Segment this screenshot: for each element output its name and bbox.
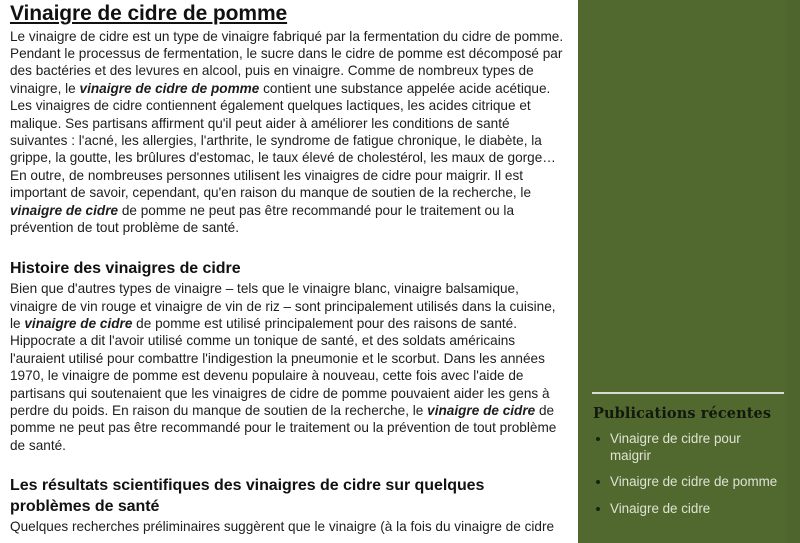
page-title: Vinaigre de cidre de pomme: [10, 2, 288, 25]
widget-recent-posts: [578, 392, 793, 517]
emphasis-term: vinaigre de cidre: [24, 316, 133, 331]
list-item[interactable]: [593, 474, 785, 491]
recent-post-link[interactable]: Vinaigre de cidre: [610, 500, 711, 516]
emphasis-term: vinaigre de cidre: [427, 403, 536, 419]
sidebar: [578, 0, 800, 543]
paragraph-histoire: Bien que d'autres types de vinaigre – tels que le vinaigre blanc, vinaigre balsamique, vinaigre de vin rouge et vinaigre de vin de riz – sont principalement utilisés dans la cuisine, le vinaigre de cidre de pomme est utilisé principalement pour des raisons de santé. Hippocrate a dit l'avoir utilisé comme un tonique de santé, et des soldats américains l'auraient utilisé pour combattre l'indigestion la pneumonie et le scorbut. Dans les années 1970, le vinaigre de pomme est devenu populaire à nouveau, cette fois avec l'aide de partisans qui soutenaient que les vinaigres de cidre de pomme pouvaient aider les gens à perdre du poids. En raison du manque de soutien de la recherche, le vinaigre de cidre de pomme ne peut pas être recommandé pour le traitement ou la prévention de tout problème de santé.: [10, 281, 557, 453]
widget-divider: [592, 392, 784, 394]
paragraph-intro: Le vinaigre de cidre est un type de vinaigre fabriqué par la fermentation du cidre de pomme. Pendant le processus de fermentation, le sucre dans le cidre de pomme est décomposé par des bactéries et des levures en alcool, puis en vinaigre. Comme de nombreux types de vinaigre, le vinaigre de cidre de pomme contient une substance appelée acide acétique. Les vinaigres de cidre contiennent également quelques lactiques, les acides citrique et malique. Ses partisans affirment qu'il peut aider à améliorer les conditions de santé suivantes : l'acné, les allergies, l'arthrite, le syndrome de fatigue chronique, le diabète, la grippe, la goutte, les brûlures d'estomac, le taux élevé de cholestérol, les maux de gorge… En outre, de nombreuses personnes utilisent les vinaigres de cidre pour maigrir. Il est important de savoir, cependant, qu'en raison du manque de soutien de la recherche, le vinaigre de cidre de pomme ne peut pas être recommandé pour le traitement ou la prévention de tout problème de santé.: [10, 28, 564, 235]
heading-histoire: Histoire des vinaigres de cidre: [10, 260, 241, 278]
list-item[interactable]: [593, 431, 785, 464]
paragraph-resultats: Quelques recherches préliminaires suggèrent que le vinaigre (à la fois du vinaigre de cidre: [10, 518, 555, 534]
emphasis-term: vinaigre de cidre de pomme: [79, 80, 260, 96]
widget-title: Publications récentes: [593, 404, 772, 422]
emphasis-term: vinaigre de cidre: [10, 202, 119, 218]
recent-post-link[interactable]: Vinaigre de cidre pour maigrir: [610, 431, 741, 463]
recent-posts-list: [593, 431, 785, 517]
heading-resultats: Les résultats scientifiques des vinaigres de cidre sur quelques problèmes de santé: [10, 477, 485, 516]
list-item[interactable]: [593, 501, 785, 518]
recent-post-link[interactable]: Vinaigre de cidre de pomme: [610, 474, 778, 489]
